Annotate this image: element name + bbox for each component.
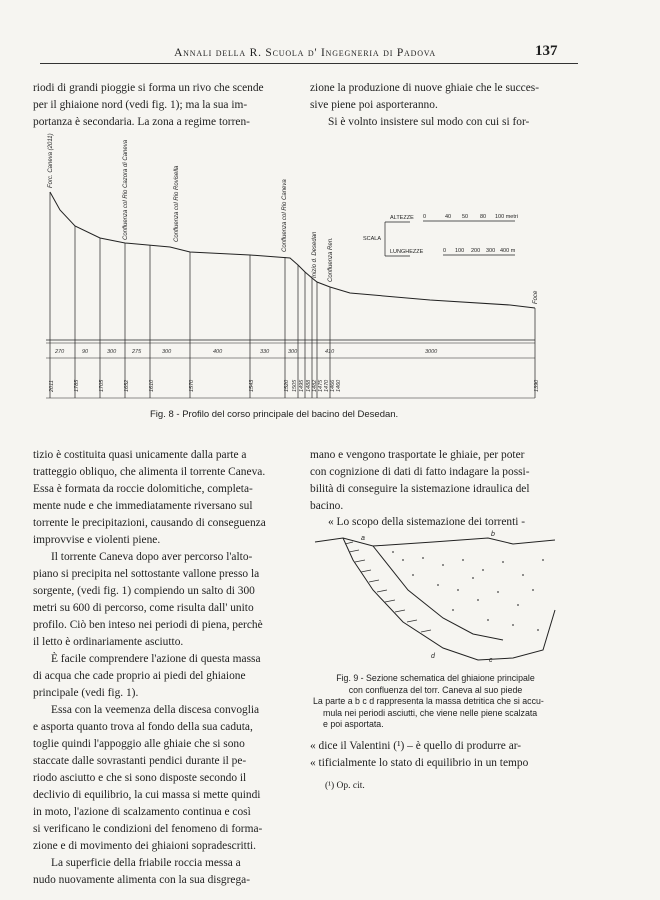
text-line: Il torrente Caneva dopo aver percorso l'alto-	[51, 551, 253, 563]
text-line: Si è volnto insistere sul modo con cui si for-	[328, 116, 530, 128]
elevation-value: 1475	[318, 379, 324, 392]
station-label: Forc. Caneva (2011)	[48, 133, 54, 188]
column-right-end	[310, 738, 558, 772]
text-line: di acqua che cade proprio ai piedi del ghiaione	[33, 670, 246, 682]
caption-line: Fig. 9 - Sezione schematica del ghiaione principale	[336, 673, 535, 683]
station-label: Confluenza col Rio Caneva	[282, 179, 288, 252]
text-line: declivio di equilibrio, la cui massa si mette quindi	[33, 789, 261, 801]
column-left-top	[33, 80, 288, 131]
text-line: zione e di movimento dei ghiaioni sopradescritti.	[33, 840, 257, 852]
distance-value: 300	[107, 349, 117, 355]
rock-face	[343, 538, 555, 660]
scale-tick: 0	[423, 214, 427, 220]
text-line: torrente le precipitazioni, causando di conseguenza	[33, 517, 266, 529]
scale-tick: 100	[455, 248, 465, 254]
elevation-value: 1785	[74, 379, 80, 392]
elevation-value: 1466	[330, 379, 336, 392]
text-line: mano e vengono trasportate le ghiaie, per poter	[310, 449, 525, 461]
text-line: portanza è secondaria. La zona a regime torren-	[33, 116, 250, 128]
elevation-value: 1505	[292, 379, 298, 392]
text-line: per il ghiaione nord (vedi fig. 1); ma la sua im-	[33, 99, 248, 111]
column-left-bottom	[33, 447, 290, 889]
elevation-value: 2011	[49, 380, 55, 392]
caption-line: La parte a b c d rappresenta la massa detritica che si accu-	[313, 696, 544, 706]
scale-tick: 80	[480, 214, 487, 220]
scale-tick: 400 m	[500, 248, 516, 254]
text-line: « dice il Valentini (¹) – è quello di produrre ar-	[310, 740, 522, 752]
gravel-stipple	[392, 551, 544, 631]
station-label: Foce	[533, 290, 539, 304]
footnote: (¹) Op. cit.	[325, 781, 365, 791]
text-line: « tificialmente lo stato di equilibrio in un tempo	[310, 757, 529, 769]
text-line: toglie quindi l'appoggio alle ghiaie che si sono	[33, 738, 245, 750]
scale-tick: 0	[443, 248, 447, 254]
text-line: improvvise e violenti piene.	[33, 534, 161, 546]
caption-line: con confluenza del torr. Caneva al suo piede	[348, 684, 523, 695]
elevation-value: 1390	[534, 379, 540, 392]
text-line: con cognizione di dati di fatto indagare la possi-	[310, 466, 530, 478]
column-right-bottom	[310, 447, 558, 515]
station-label: Confluenza col Rio Cazora di Caneva	[123, 139, 129, 240]
station-label: Confluenza Ren.	[328, 237, 334, 282]
elevation-value: 1652	[124, 379, 130, 392]
debris-surface	[373, 546, 503, 640]
column-right-top	[310, 80, 558, 131]
elevation-value: 1570	[189, 379, 195, 392]
scale-tick: 300	[486, 248, 496, 254]
scale-tick: 100 metri	[495, 214, 518, 220]
distance-value: 300	[288, 349, 298, 355]
scale-tick: 200	[471, 248, 481, 254]
rock-hatching	[345, 542, 431, 632]
scale-tick: 40	[445, 214, 452, 220]
figure-9-caption	[313, 673, 558, 731]
text-line: staccate dalle sovrastanti pendici durante il pe-	[33, 755, 247, 767]
station-label: Confluenza col Rio Rovisella	[174, 165, 180, 242]
text-line: principale (vedi fig. 1).	[33, 687, 139, 699]
elevation-value: 1488	[306, 379, 312, 392]
elevation-value: 1610	[149, 379, 155, 392]
scale-title: SCALA	[363, 236, 382, 242]
text-line: in moto, l'azione di scalzamento continua e così	[33, 806, 251, 818]
figure-9-section	[313, 530, 558, 665]
text-line: bilità di conseguire la sistemazione idraulica del	[310, 483, 530, 495]
point-label: b	[491, 531, 495, 538]
text-line: profilo. Ciò ben inteso nei periodi di piena, perchè	[33, 619, 263, 631]
elevation-value: 1470	[324, 379, 330, 392]
distance-value: 330	[260, 349, 270, 355]
distance-value: 90	[82, 349, 89, 355]
elevation-value: 1520	[284, 379, 290, 392]
figure-8-profile	[30, 130, 560, 408]
distance-value: 3000	[425, 349, 438, 355]
caption-line: e poi asportata.	[323, 719, 384, 729]
elevation-value: 1460	[336, 379, 342, 392]
scale-tick: 50	[462, 214, 469, 220]
text-line: piano si precipita nel sottostante vallone presso la	[33, 568, 260, 580]
slope-outline	[315, 538, 555, 546]
elevation-value: 1495	[299, 379, 305, 392]
distance-value: 300	[162, 349, 172, 355]
point-label: c	[489, 657, 493, 664]
text-line: tizio è costituita quasi unicamente dalla parte a	[33, 449, 247, 461]
distance-value: 275	[132, 349, 142, 355]
text-line: riodo asciutto e che si sono disposte secondo il	[33, 772, 247, 784]
figure-8-caption: Fig. 8 - Profilo del corso principale del bacino del Desedan.	[150, 409, 399, 420]
elevation-value: 1543	[249, 379, 255, 392]
text-line: tratteggio obliquo, che alimenta il torrente Caneva.	[33, 466, 266, 478]
scale-altezze-label: ALTEZZE	[390, 215, 414, 221]
text-line: È facile comprendere l'azione di questa massa	[51, 653, 261, 665]
point-label: a	[361, 535, 365, 542]
station-label: Inizio d. Desedan	[312, 231, 318, 278]
text-line: Essa è formata da roccie dolomitiche, completa-	[33, 483, 253, 495]
text-line: zione la produzione di nuove ghiaie che le succes-	[310, 82, 539, 94]
text-line: e asporta quanto trova al fondo della sua caduta,	[33, 721, 253, 733]
scale-lunghezze-label: LUNGHEZZE	[390, 249, 424, 255]
distance-value: 410	[325, 349, 335, 355]
elevation-value: 1705	[99, 379, 105, 392]
text-line: sorgente, (vedi fig. 1) compiendo un salto di 300	[33, 585, 255, 597]
text-line: sive piene poi asporteranno.	[310, 99, 438, 111]
distance-value: 270	[55, 349, 65, 355]
text-line: Essa con la veemenza della discesa convoglia	[51, 704, 260, 716]
text-line: metri su 600 di percorso, come risulta dall' unito	[33, 602, 254, 614]
distance-value: 400	[213, 349, 223, 355]
text-line: riodi di grandi pioggie si forma un rivo che scende	[33, 82, 264, 94]
text-line: mente nude e che immediatamente riversano sul	[33, 500, 253, 512]
page-number: 137	[535, 43, 558, 59]
text-line: « Lo scopo della sistemazione dei torrenti -	[328, 516, 526, 528]
quote-start	[310, 514, 558, 531]
header-rule	[40, 63, 578, 64]
elevation-value: 1482	[312, 379, 318, 392]
text-line: bacino.	[310, 500, 344, 512]
text-line: si verificano le condizioni del fenomeno di forma-	[33, 823, 263, 835]
text-line: La superficie della friabile roccia messa a	[51, 857, 241, 869]
text-line: il letto è ordinariamente asciutto.	[33, 636, 184, 648]
point-label: d	[431, 653, 435, 660]
caption-line: mula nei periodi asciutti, che viene nelle piene scalzata	[323, 707, 538, 718]
text-line: nudo nuovamente alimenta con la sua disgrega-	[33, 874, 250, 886]
running-header: Annali della R. Scuola d' Ingegneria di Padova	[174, 47, 436, 59]
